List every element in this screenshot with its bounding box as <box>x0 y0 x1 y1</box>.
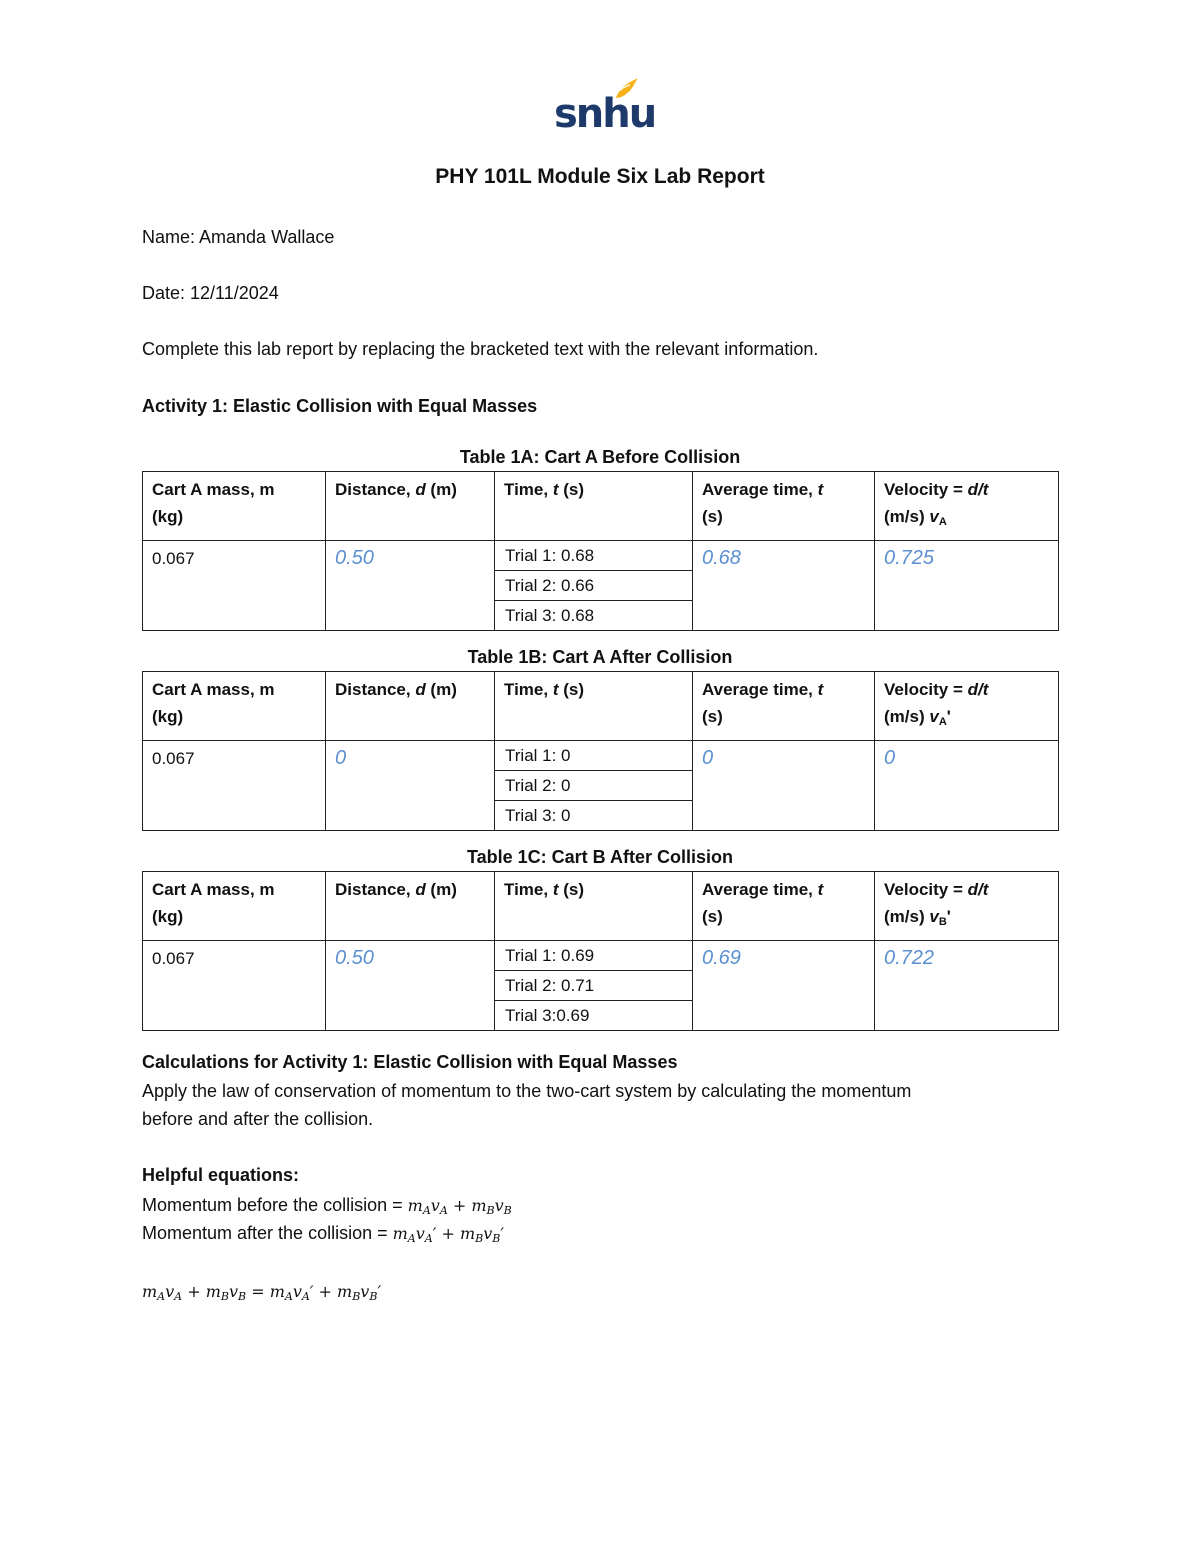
cell-velocity: 0.725 <box>875 541 1059 631</box>
header-mass: Cart A mass, m (kg) <box>143 472 326 541</box>
activity-heading: Activity 1: Elastic Collision with Equal Masses <box>142 396 538 416</box>
cell-distance: 0.50 <box>326 941 495 1031</box>
equation-after: Momentum after the collision = $m_Av_A' + m_Bv_B'$ <box>142 1223 505 1245</box>
data-table-1b <box>142 671 1059 831</box>
header-average-time: Average time, t (s) <box>693 472 875 541</box>
header-velocity: Velocity = d/t (m/s) $v_B'$ <box>875 872 1059 941</box>
data-table-1a <box>142 471 1059 631</box>
header-distance: Distance, d (m) <box>326 472 495 541</box>
header-distance: Distance, d (m) <box>326 872 495 941</box>
cell-average: 0.69 <box>693 941 875 1031</box>
equation-before: Momentum before the collision = $m_Av_A + m_Bv_B$ <box>142 1195 512 1217</box>
header-velocity: Velocity = d/t (m/s) $v_A'$ <box>875 672 1059 741</box>
header-time: Time, t (s) <box>495 872 693 941</box>
snhu-logo <box>554 78 656 138</box>
header-distance: Distance, d (m) <box>326 672 495 741</box>
cell-trial-1: Trial 1: 0.69 <box>495 941 693 971</box>
header-time: Time, t (s) <box>495 672 693 741</box>
header-velocity: Velocity = d/t (m/s) $v_A$ <box>875 472 1059 541</box>
table-caption: Table 1C: Cart B After Collision <box>466 847 734 867</box>
cell-trial-3: Trial 3: 0 <box>495 801 693 831</box>
header-mass: Cart A mass, m (kg) <box>143 872 326 941</box>
cell-trial-2: Trial 2: 0.66 <box>495 571 693 601</box>
cell-average: 0 <box>693 741 875 831</box>
page-title: PHY 101L Module Six Lab Report <box>435 165 765 188</box>
cell-mass: 0.067 <box>143 741 326 831</box>
table-caption: Table 1A: Cart A Before Collision <box>459 447 741 467</box>
cell-trial-2: Trial 2: 0 <box>495 771 693 801</box>
equation-conservation: $m_Av_A + m_Bv_B = m_Av_A' + m_Bv_B'$ <box>142 1282 382 1303</box>
data-table-1c <box>142 871 1059 1031</box>
header-time: Time, t (s) <box>495 472 693 541</box>
cell-trial-3: Trial 3:0.69 <box>495 1001 693 1031</box>
cell-trial-3: Trial 3: 0.68 <box>495 601 693 631</box>
instructions: Complete this lab report by replacing the bracketed text with the relevant information. <box>142 339 819 359</box>
helpful-heading: Helpful equations: <box>142 1165 299 1185</box>
name-line: Name: Amanda Wallace <box>142 227 335 247</box>
cell-distance: 0 <box>326 741 495 831</box>
table-caption: Table 1B: Cart A After Collision <box>467 647 733 667</box>
calc-heading: Calculations for Activity 1: Elastic Collision with Equal Masses <box>142 1052 678 1072</box>
header-average-time: Average time, t (s) <box>693 672 875 741</box>
header-mass: Cart A mass, m (kg) <box>143 672 326 741</box>
cell-velocity: 0 <box>875 741 1059 831</box>
header-average-time: Average time, t (s) <box>693 872 875 941</box>
cell-trial-2: Trial 2: 0.71 <box>495 971 693 1001</box>
cell-mass: 0.067 <box>143 541 326 631</box>
cell-mass: 0.067 <box>143 941 326 1031</box>
cell-distance: 0.50 <box>326 541 495 631</box>
cell-average: 0.68 <box>693 541 875 631</box>
cell-velocity: 0.722 <box>875 941 1059 1031</box>
cell-trial-1: Trial 1: 0 <box>495 741 693 771</box>
cell-trial-1: Trial 1: 0.68 <box>495 541 693 571</box>
logo-wordmark: snhu <box>554 91 656 137</box>
calc-text-line-2: before and after the collision. <box>142 1109 374 1129</box>
calc-text-line-1: Apply the law of conservation of momentum to the two-cart system by calculating the momentum <box>142 1081 912 1101</box>
date-line: Date: 12/11/2024 <box>142 283 279 303</box>
